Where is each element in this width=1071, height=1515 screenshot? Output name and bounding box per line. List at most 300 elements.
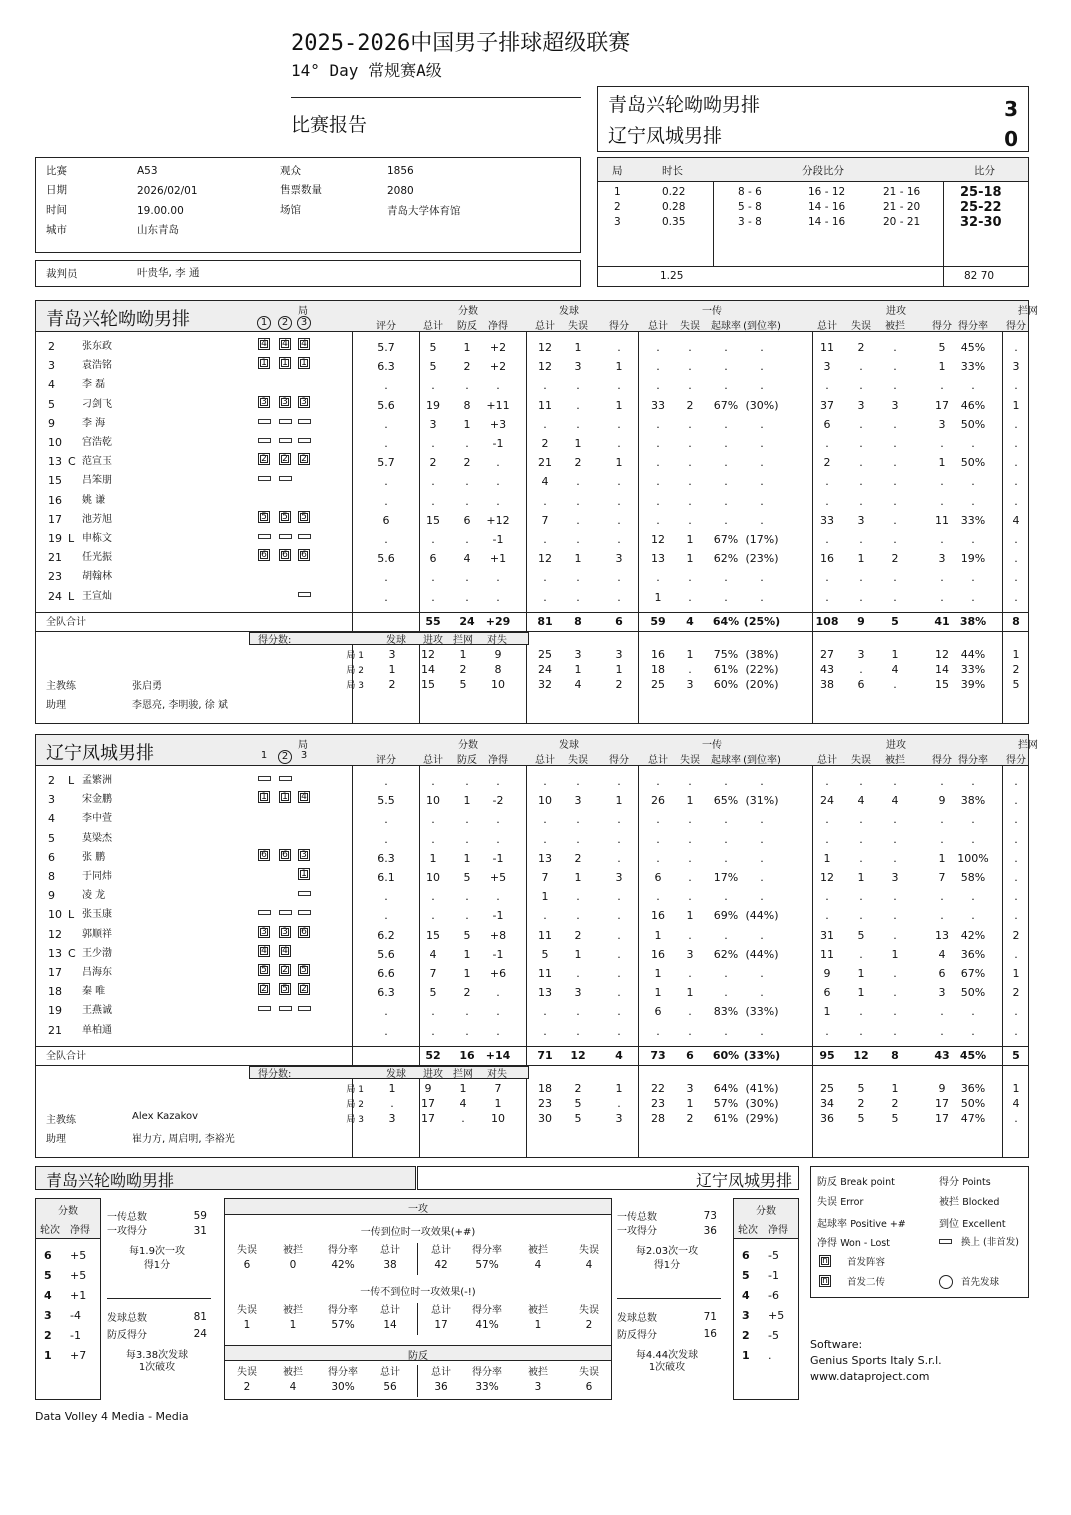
stat-cell: 1	[1012, 398, 1020, 412]
stat-cell: .	[384, 1024, 388, 1038]
stat-cell: .	[688, 832, 692, 846]
legend-term: 净得	[817, 1238, 837, 1249]
stat-cell: .	[940, 813, 944, 827]
stat-cell: .	[724, 967, 728, 980]
start-position: 1	[258, 791, 270, 803]
stat-cell: 31	[820, 928, 834, 942]
set-stat-cell: (20%)	[745, 678, 779, 691]
total-cell: (33%)	[743, 1049, 781, 1062]
stat-cell: .	[576, 1024, 580, 1038]
match-time: 19.00.00	[137, 205, 184, 217]
stat-cell: .	[940, 494, 944, 508]
col-header: 防反	[457, 755, 477, 766]
referee-label: 裁判员	[46, 268, 78, 280]
efficiency-note: 每1.9次一攻	[129, 1246, 185, 1257]
score-col-header: 比分	[974, 165, 995, 177]
rotation-header: 净得	[70, 1225, 90, 1236]
set-stat-cell: 3	[574, 648, 582, 661]
stat-cell: 50%	[960, 986, 986, 1000]
stat-cell: .	[724, 571, 728, 585]
stat-cell: 42	[434, 1259, 448, 1271]
jersey-number: 3	[48, 793, 55, 807]
start-position: 3	[258, 396, 270, 408]
setter-box-icon: n	[819, 1275, 831, 1287]
stat-cell: 3	[857, 398, 865, 412]
stat-cell: .	[1014, 341, 1018, 354]
stat-cell: .	[893, 475, 897, 489]
legend-desc: 首发阵容	[847, 1257, 886, 1268]
stat-cell: .	[825, 909, 829, 923]
stat-cell: .	[688, 360, 692, 374]
set-stat-cell: 17	[935, 1112, 949, 1125]
stat-cell: 6.3	[377, 851, 395, 865]
col-header: 总计	[423, 755, 443, 766]
group-header: 一传	[702, 306, 722, 317]
assistant-coaches: 崔力方, 周启明, 李裕光	[132, 1134, 235, 1145]
player-name: 张玉康	[82, 909, 112, 921]
stat-cell: 69%	[713, 909, 739, 923]
stat-cell: .	[825, 890, 829, 904]
substitute-marker	[298, 910, 311, 915]
info-label: 城市	[46, 224, 67, 236]
set-stat-cell: 2	[891, 1097, 899, 1110]
stat-cell: -2	[492, 794, 504, 808]
stat-cell: .	[1014, 851, 1018, 865]
player-name: 王少渤	[82, 947, 112, 959]
stat-cell: .	[496, 590, 500, 604]
stat-label: 发球总数	[617, 1313, 657, 1324]
group-header: 进攻	[886, 740, 906, 751]
stat-cell: .	[465, 571, 469, 585]
stat-cell: .	[656, 341, 660, 354]
stat-cell: 2	[243, 1381, 251, 1393]
stat-cell: .	[893, 417, 897, 431]
stat-cell: 1	[463, 947, 471, 961]
stat-cell: .	[1014, 417, 1018, 431]
stat-cell: .	[893, 456, 897, 470]
first-attack-positive: 一传到位时一攻效果(+#)	[360, 1227, 476, 1238]
stat-cell: 1	[686, 794, 694, 808]
stat-cell: .	[465, 475, 469, 489]
stat-cell: .	[688, 851, 692, 865]
rotation-number: 4	[742, 1289, 750, 1302]
total-cell: 41	[934, 615, 950, 628]
set-stat-cell: 57%	[713, 1097, 739, 1110]
player-role: L	[68, 532, 75, 545]
set-stat-cell: 14	[935, 663, 949, 676]
col-header: 得分率	[328, 1367, 358, 1378]
stat-cell: .	[1014, 813, 1018, 827]
set-stat-cell: 1	[459, 648, 467, 661]
stat-cell: .	[688, 379, 692, 393]
col-header: 得分率	[472, 1367, 502, 1378]
sets-box	[597, 157, 1029, 287]
stat-value: 73	[703, 1210, 717, 1222]
stat-cell: 57%	[331, 1319, 355, 1331]
jersey-number: 17	[48, 966, 62, 979]
stat-cell: .	[893, 890, 897, 904]
stat-cell: .	[656, 813, 660, 827]
stat-cell: .	[384, 417, 388, 431]
stat-cell: .	[760, 437, 764, 450]
stat-cell: .	[893, 437, 897, 450]
total-cell: 16	[459, 1049, 475, 1062]
stat-cell: 3	[686, 947, 694, 961]
stat-cell: 1	[891, 947, 899, 961]
set-stat-cell: .	[1014, 1112, 1018, 1125]
stat-cell: 4	[429, 947, 437, 961]
rotation-balance: +5	[70, 1249, 87, 1262]
venue: 青岛大学体育馆	[387, 205, 461, 217]
total-cell: 43	[934, 1049, 950, 1062]
stat-cell: .	[617, 513, 621, 527]
player-name: 张东政	[82, 341, 112, 352]
stat-cell: .	[617, 475, 621, 489]
group-header: 拦网	[1018, 740, 1038, 751]
stat-cell: .	[760, 475, 764, 489]
player-name: 单柏通	[82, 1024, 112, 1036]
stat-cell: .	[893, 590, 897, 604]
stat-cell: .	[431, 533, 435, 546]
rotation-header: 轮次	[40, 1225, 60, 1236]
set-stat-cell: 25	[820, 1082, 834, 1095]
stat-cell: .	[1014, 775, 1018, 788]
info-label: 场馆	[280, 204, 301, 216]
col-header: 失误	[237, 1367, 257, 1378]
stat-cell: .	[465, 890, 469, 904]
stat-value: 31	[193, 1225, 207, 1237]
stat-cell: .	[760, 379, 764, 393]
stat-cell: .	[431, 909, 435, 923]
stat-cell: .	[617, 909, 621, 923]
stat-cell: 33	[651, 398, 665, 412]
start-position: 1	[258, 357, 270, 369]
player-name: 李中萱	[82, 813, 112, 825]
stat-cell: 11	[538, 928, 552, 942]
col-header: 总计	[648, 755, 668, 766]
stat-cell: .	[656, 494, 660, 508]
stat-cell: 6	[463, 513, 471, 527]
set-stat-cell: 12	[935, 648, 949, 661]
stat-cell: .	[384, 832, 388, 846]
stat-cell: .	[688, 417, 692, 431]
start-position: 1	[298, 868, 310, 880]
col-header: (到位率)	[743, 321, 781, 332]
col-header: 失误	[237, 1245, 257, 1256]
stat-cell: .	[576, 379, 580, 393]
stat-cell: .	[576, 417, 580, 431]
jersey-number: 6	[48, 850, 55, 864]
legend-desc: Error	[840, 1197, 864, 1208]
stat-cell: 38%	[960, 794, 986, 808]
rotation-header: 轮次	[738, 1225, 758, 1236]
stat-cell: 5.7	[377, 341, 395, 354]
set-stat-cell: 5	[891, 1112, 899, 1125]
player-role: L	[68, 589, 75, 603]
stat-value: 16	[703, 1328, 717, 1340]
efficiency-note: 1次破攻	[138, 1362, 176, 1373]
stat-cell: .	[971, 590, 975, 604]
day-subtitle: 14° Day 常规赛A级	[291, 61, 442, 80]
stat-cell: .	[1014, 456, 1018, 470]
set-marker: 1	[260, 750, 268, 761]
set-stat-cell: .	[617, 1097, 621, 1110]
set-stat-cell: 2	[459, 663, 467, 676]
stat-cell: .	[859, 456, 863, 470]
player-name: 李 海	[82, 417, 106, 429]
col-header: 被拦	[283, 1367, 303, 1378]
match-date: 2026/02/01	[137, 185, 198, 197]
info-label: 日期	[46, 184, 67, 196]
stat-cell: 62%	[713, 947, 739, 961]
stat-cell: .	[724, 1024, 728, 1038]
stat-cell: 2	[463, 360, 471, 374]
player-name: 张 鹏	[82, 851, 106, 863]
player-role: L	[68, 908, 75, 922]
player-name: 秦 唯	[82, 986, 106, 998]
total-cell: (25%)	[743, 615, 781, 628]
stat-cell: .	[724, 832, 728, 846]
substitute-marker	[279, 419, 292, 424]
stat-cell: .	[825, 494, 829, 508]
total-cell: 8	[1012, 615, 1020, 628]
stat-cell: .	[688, 456, 692, 470]
total-cell: +14	[485, 1049, 511, 1062]
stat-cell: .	[576, 513, 580, 527]
stat-cell: 1	[654, 928, 662, 942]
software-vendor: Genius Sports Italy S.r.l.	[810, 1354, 942, 1367]
info-label: 观众	[280, 165, 301, 177]
stat-cell: .	[617, 533, 621, 546]
stat-cell: .	[893, 775, 897, 788]
stat-cell: .	[724, 341, 728, 354]
stat-cell: 1	[574, 947, 582, 961]
stat-cell: 11	[935, 513, 949, 527]
set-label: 局 2	[346, 666, 364, 676]
legend-desc: Break point	[840, 1177, 895, 1188]
set-partial-1: 5 - 8	[738, 201, 762, 213]
stat-cell: 1	[463, 341, 471, 354]
stat-cell: 7	[541, 513, 549, 527]
stat-cell: .	[940, 909, 944, 923]
stat-cell: 33%	[960, 513, 986, 527]
stat-label: 防反得分	[107, 1330, 147, 1341]
stat-cell: 1	[686, 552, 694, 566]
stat-cell: 1	[429, 851, 437, 865]
stat-cell: .	[656, 1024, 660, 1038]
stat-cell: .	[940, 590, 944, 604]
stat-cell: .	[724, 890, 728, 904]
stat-cell: .	[1014, 1005, 1018, 1019]
jersey-number: 13	[48, 946, 62, 960]
total-cell: 12	[853, 1049, 869, 1062]
stat-cell: .	[496, 832, 500, 846]
set-stat-cell: 4	[891, 663, 899, 676]
player-role: C	[68, 946, 76, 960]
stat-cell: .	[688, 1024, 692, 1038]
set-number: 1	[614, 186, 621, 198]
sets-header: 局	[298, 306, 308, 317]
group-header: 发球	[559, 306, 579, 317]
stat-cell: 5	[463, 871, 471, 884]
stat-cell: 1	[686, 533, 694, 546]
stat-cell: 65%	[713, 794, 739, 808]
stat-cell: .	[760, 417, 764, 431]
stat-cell: .	[859, 851, 863, 865]
player-name: 孟繁洲	[82, 775, 112, 786]
player-name: 吕海东	[82, 967, 112, 978]
stat-cell: .	[1014, 437, 1018, 450]
set-partial-3: 20 - 21	[883, 216, 921, 228]
stat-cell: .	[543, 494, 547, 508]
stat-cell: .	[760, 967, 764, 980]
col-header: 得分	[932, 321, 952, 332]
stat-cell: 36	[434, 1381, 448, 1393]
col-header: 被拦	[283, 1245, 303, 1256]
set-partial-2: 16 - 12	[808, 186, 846, 198]
stat-cell: 2	[686, 398, 694, 412]
stat-cell: .	[760, 456, 764, 470]
head-coach: 张启勇	[132, 681, 162, 692]
set-stat-cell: 18	[651, 663, 665, 676]
start-position: 4	[258, 338, 270, 350]
stat-cell: 10	[426, 871, 440, 884]
stat-cell: .	[543, 571, 547, 585]
start-position: 2	[298, 453, 310, 465]
stat-cell: 5.6	[377, 398, 395, 412]
start-position: 5	[279, 511, 291, 523]
stat-cell: .	[688, 437, 692, 450]
group-header: 拦网	[1018, 306, 1038, 317]
set-stat-cell: 3	[615, 648, 623, 661]
set-stat-cell: 2	[615, 678, 623, 691]
stat-cell: .	[576, 494, 580, 508]
stat-cell: .	[656, 475, 660, 489]
stat-cell: 1	[857, 871, 865, 884]
stat-cell: .	[656, 775, 660, 788]
jersey-number: 10	[48, 908, 62, 922]
stat-cell: 3	[429, 417, 437, 431]
col-header: 失误	[680, 321, 700, 332]
set-stat-cell: 9	[494, 648, 502, 661]
col-header: 得分率	[958, 755, 988, 766]
rotation-header: 分数	[58, 1206, 78, 1217]
jersey-number: 21	[48, 551, 62, 565]
col-header: 得分率	[472, 1305, 502, 1316]
stat-cell: .	[971, 475, 975, 489]
substitute-marker	[279, 776, 292, 781]
stat-cell: 3	[938, 552, 946, 566]
substitute-marker	[258, 476, 271, 481]
stat-cell: .	[760, 832, 764, 846]
jersey-number: 13	[48, 455, 62, 469]
stat-cell: 1	[463, 851, 471, 865]
stat-value: 24	[193, 1328, 207, 1340]
stat-cell: +2	[489, 360, 507, 374]
stat-cell: .	[496, 456, 500, 470]
stat-cell: 37	[820, 398, 834, 412]
set-stat-cell: 1	[615, 663, 623, 676]
stat-cell: .	[971, 533, 975, 546]
set-stat-cell: 47%	[960, 1112, 986, 1125]
stat-cell: 36%	[960, 947, 986, 961]
software-label: Software:	[810, 1338, 863, 1351]
total-cell: 55	[425, 615, 441, 628]
substitute-marker	[279, 1006, 292, 1011]
stat-cell: +12	[486, 513, 510, 527]
efficiency-note: 得1分	[143, 1260, 171, 1271]
stat-cell: .	[893, 986, 897, 1000]
stat-cell: .	[617, 928, 621, 942]
efficiency-note: 每3.38次发球	[125, 1350, 189, 1361]
stat-cell: .	[384, 1005, 388, 1019]
set-stat-cell: 50%	[960, 1097, 986, 1110]
stat-cell: 42%	[331, 1259, 355, 1271]
away-sets-won: 0	[1004, 127, 1018, 151]
stat-cell: 4	[938, 947, 946, 961]
col-header: 总计	[431, 1305, 451, 1316]
set-number: 3	[614, 216, 621, 228]
start-position: 3	[279, 396, 291, 408]
stat-cell: (44%)	[745, 909, 779, 923]
stat-cell: .	[1014, 794, 1018, 808]
jersey-number: 4	[48, 378, 55, 392]
total-cell: 5	[891, 615, 899, 628]
stat-cell: .	[859, 571, 863, 585]
match-info-box	[35, 157, 581, 253]
duration-col-header: 时长	[662, 165, 683, 177]
total-cell: 95	[819, 1049, 835, 1062]
breakdown-header: 对失	[487, 1069, 507, 1080]
stat-cell: 5.6	[377, 947, 395, 961]
player-name: 池芳旭	[82, 513, 112, 525]
set-stat-cell: 1	[1012, 648, 1020, 661]
total-label: 全队合计	[46, 1051, 86, 1062]
stat-cell: .	[724, 437, 728, 450]
stat-cell: .	[465, 909, 469, 923]
stat-cell: .	[1014, 571, 1018, 585]
home-sets-won: 3	[1004, 97, 1018, 121]
stat-cell: .	[496, 1024, 500, 1038]
stat-cell: .	[724, 851, 728, 865]
set-stat-cell: .	[461, 1112, 465, 1125]
stat-cell: .	[617, 571, 621, 585]
stat-cell: .	[825, 571, 829, 585]
stat-cell: .	[971, 437, 975, 450]
breakdown-header: 进攻	[423, 1069, 443, 1080]
set-stat-cell: 24	[538, 663, 552, 676]
efficiency-note: 每2.03次一攻	[635, 1246, 699, 1257]
stat-cell: .	[431, 1024, 435, 1038]
stat-cell: 2	[574, 456, 582, 470]
stat-cell: .	[576, 813, 580, 827]
breakdown-header: 拦网	[453, 635, 473, 646]
jersey-number: 4	[48, 812, 55, 826]
stat-cell: .	[971, 813, 975, 827]
stat-cell: .	[576, 832, 580, 846]
stat-cell: .	[859, 475, 863, 489]
set-stat-cell: 1	[615, 1082, 623, 1095]
jersey-number: 10	[48, 436, 62, 449]
stat-cell: .	[893, 360, 897, 374]
set-partial-3: 21 - 16	[883, 186, 921, 198]
set-stat-cell: .	[859, 663, 863, 676]
stat-cell: 50%	[960, 456, 986, 470]
stat-cell: 4	[463, 552, 471, 566]
col-header: 总计	[431, 1245, 451, 1256]
set-stat-cell: 23	[538, 1097, 552, 1110]
set-stat-cell: 18	[538, 1082, 552, 1095]
